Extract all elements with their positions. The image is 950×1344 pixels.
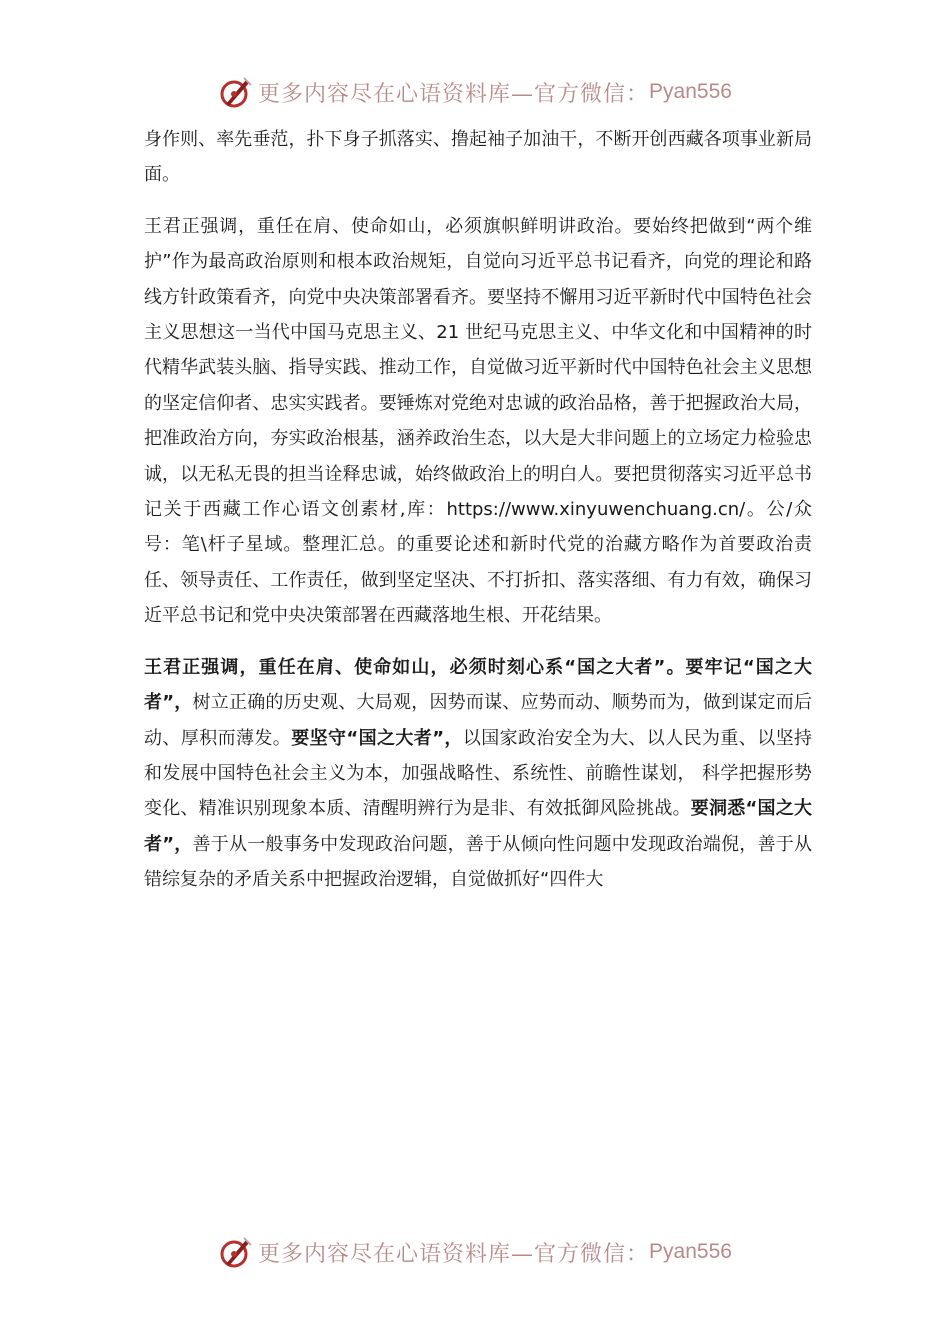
header-banner [0,70,950,114]
header-banner-id: Pyan556 [649,80,732,103]
header-banner-text: 更多内容尽在心语资料库—官方微信： [258,81,650,107]
paragraph-3-text-2: 以国家政治安全为大、以人民为重、以坚持和发展中国特色社会主义为本，加强战略性、系统性、前瞻性谋划， 科学把握形势变化、精准识别现象本质、清醒明辨行为是非、有效抵御风险挑战。 [144,727,812,820]
paragraph-3-bold-2: 要坚守“国之大者”， [291,727,463,749]
paragraph-3-text-3: 善于从一般事务中发现政治问题，善于从倾向性问题中发现政治端倪，善于从错综复杂的矛盾关系中把握政治逻辑，自觉做抓好“四件大 [144,833,812,891]
paragraph-3-bold-3: 要洞悉“国之大者”， [144,798,812,855]
footer-banner-id: Pyan556 [649,1240,732,1263]
paragraph-3-text-1: 树立正确的历史观、大局观，因势而谋、应势而动、顺势而为，做到谋定而后动、厚积而薄发。 [144,692,812,749]
document-body [144,122,812,914]
footer-banner [0,1230,950,1274]
pen-logo-icon [218,74,254,110]
paragraph-2: 王君正强调，重任在肩、使命如山，必须旗帜鲜明讲政治。要始终把做到“两个维护”作为最高政治原则和根本政治规矩，自觉向习近平总书记看齐，向党的理论和路线方针政策看齐，向党中央决策部署看齐。要坚持不懈用习近平新时代中国特色社会主义思想这一当代中国马克思主义、21 世纪马克思主义、中华文化和中国精神的时代精华武装头脑、指导实践、推动工作，自觉做习近平新时代中国特色社会主义思想的坚定信仰者、忠实实践者。要锤炼对党绝对忠诚的政治品格，善于把握政治大局，把准政治方向，夯实政治根基，涵养政治生态，以大是大非问题上的立场定力检验忠诚，以无私无畏的担当诠释忠诚，始终做政治上的明白人。要把贯彻落实习近平总书记关于西藏工作心语文创素材,库：https://www.xinyuwenchuang.cn/。公/众号：笔\杆子星域。整理汇总。的重要论述和新时代党的治藏方略作为首要政治责任、领导责任、工作责任，做到坚定坚决、不打折扣、落实落细、有力有效，确保习近平总书记和党中央决策部署在西藏落地生根、开花结果。 [144,215,812,627]
paragraph-3-bold-1: 王君正强调，重任在肩、使命如山，必须时刻心系“国之大者”。要牢记“国之大者”， [144,656,812,714]
paragraph-1: 身作则、率先垂范，扑下身子抓落实、撸起袖子加油干，不断开创西藏各项事业新局面。 [144,129,812,186]
pen-logo-icon [218,1234,254,1270]
footer-banner-text: 更多内容尽在心语资料库—官方微信： [258,1241,650,1267]
paragraph-3 [144,650,812,898]
